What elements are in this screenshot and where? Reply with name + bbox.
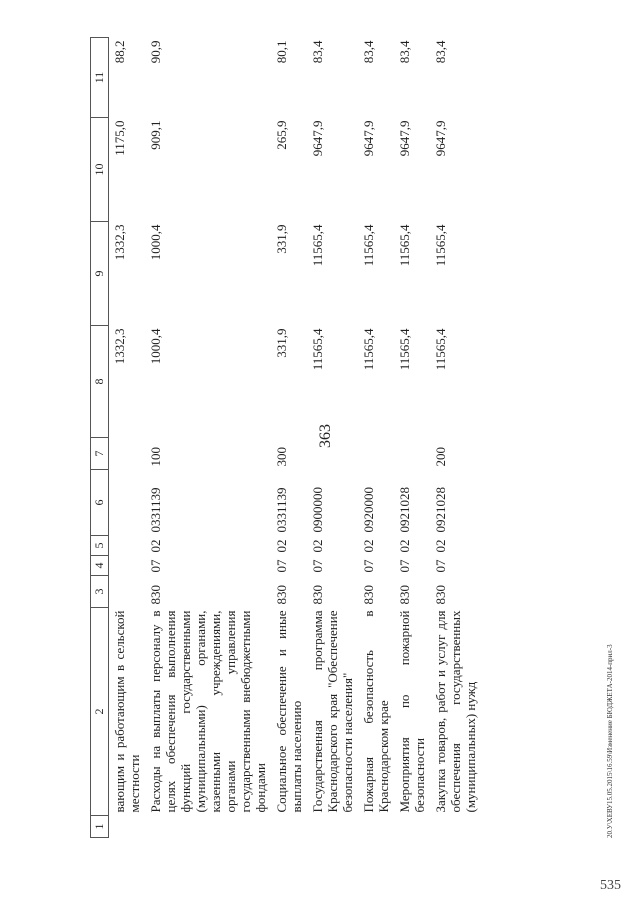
row-ved: 830 — [361, 585, 376, 605]
header-cell: 2 — [91, 608, 109, 816]
row-c9: 331,9 — [274, 224, 289, 254]
row-csr: 0920000 — [361, 487, 376, 533]
row-c11: 88,2 — [112, 40, 127, 64]
row-c9: 1000,4 — [148, 224, 163, 261]
page-number: 363 — [317, 424, 334, 448]
row-c11: 83,4 — [397, 40, 412, 64]
row-vr — [307, 438, 358, 470]
header-cell: 7 — [91, 438, 109, 470]
row-c10: 909,1 — [148, 120, 163, 150]
table-row — [430, 38, 481, 838]
row-c11: 83,4 — [361, 40, 376, 64]
header-cell: 3 — [91, 576, 109, 608]
row-name: Мероприятия по пожарной безопасности — [397, 610, 427, 813]
header-cell: 4 — [91, 556, 109, 576]
row-csr — [109, 470, 146, 536]
table-row — [145, 38, 271, 838]
row-c11: 90,9 — [148, 40, 163, 64]
row-c8: 1000,4 — [148, 328, 163, 365]
row-ved — [109, 576, 146, 608]
row-rz: 07 — [433, 559, 448, 573]
row-c10: 9647,9 — [310, 120, 325, 157]
row-c11: 83,4 — [433, 40, 448, 64]
row-name: Пожарная безопасность в Краснодарском крае — [361, 610, 391, 813]
row-csr: 0921028 — [397, 487, 412, 533]
row-rz: 07 — [397, 559, 412, 573]
header-cell: 11 — [91, 38, 109, 118]
row-pr: 02 — [433, 539, 448, 553]
row-name: Государственная программа Краснодарского края "Обеспечение безопасности населения" — [310, 610, 355, 813]
bottom-page-number: 535 — [600, 878, 621, 893]
header-cell: 8 — [91, 326, 109, 438]
row-c11: 83,4 — [310, 40, 325, 64]
row-vr: 200 — [433, 447, 448, 467]
table-row — [109, 38, 146, 838]
budget-table — [90, 37, 481, 838]
header-cell: 6 — [91, 470, 109, 536]
table-row — [394, 38, 430, 838]
row-c9: 1332,3 — [112, 224, 127, 261]
row-ved: 830 — [148, 585, 163, 605]
row-c9: 11565,4 — [361, 224, 376, 267]
table-header-row — [91, 38, 109, 838]
row-c10: 9647,9 — [397, 120, 412, 157]
header-cell: 1 — [91, 816, 109, 838]
row-name: Расходы на выплаты персоналу в целях обеспечения выполнения функций государственными (муниципальными) органами, казенными учреждениями, органами управления государственными внебюджетными фондами — [148, 610, 268, 813]
row-pr: 02 — [148, 539, 163, 553]
row-c10: 1175,0 — [112, 120, 127, 156]
row-rz: 07 — [274, 559, 289, 573]
row-c8: 11565,4 — [397, 328, 412, 371]
row-vr — [358, 438, 394, 470]
row-c8: 11565,4 — [361, 328, 376, 371]
row-rz: 07 — [148, 559, 163, 573]
row-csr: 0921028 — [433, 487, 448, 533]
row-c10: 9647,9 — [433, 120, 448, 157]
row-pr: 02 — [310, 539, 325, 553]
row-ved: 830 — [310, 585, 325, 605]
row-c9: 11565,4 — [397, 224, 412, 267]
row-c10: 265,9 — [274, 120, 289, 150]
table-row — [358, 38, 394, 838]
table-row — [271, 38, 307, 838]
row-vr: 300 — [274, 447, 289, 467]
footer-code: 20.У\ХЕВУ15.05.2015\16.59\Изменение БЮДЖЕТА-2014-прил-3 — [606, 644, 614, 838]
row-name: Закупка товаров, работ и услуг для обеспечения государственных (муниципальных) нужд — [433, 610, 478, 813]
row-vr — [394, 438, 430, 470]
row-csr: 0331139 — [274, 487, 289, 533]
row-rz — [109, 556, 146, 576]
row-c11: 80,1 — [274, 40, 289, 64]
row-name: вающим и работающим в сельской местности — [112, 610, 142, 813]
row-vr — [109, 438, 146, 470]
row-rz: 07 — [361, 559, 376, 573]
row-csr: 0900000 — [310, 487, 325, 533]
row-pr: 02 — [397, 539, 412, 553]
row-c9: 11565,4 — [433, 224, 448, 267]
row-ved: 830 — [274, 585, 289, 605]
row-rz: 07 — [310, 559, 325, 573]
row-vr: 100 — [148, 447, 163, 467]
row-pr: 02 — [274, 539, 289, 553]
row-c8: 331,9 — [274, 328, 289, 358]
row-ved: 830 — [397, 585, 412, 605]
row-c8: 1332,3 — [112, 328, 127, 365]
row-name: Социальное обеспечение и иные выплаты населению — [274, 610, 304, 813]
header-cell: 10 — [91, 118, 109, 222]
header-cell: 9 — [91, 222, 109, 326]
row-csr: 0331139 — [148, 487, 163, 533]
header-cell: 5 — [91, 536, 109, 556]
table-row — [307, 38, 358, 838]
row-c10: 9647,9 — [361, 120, 376, 157]
row-pr — [109, 536, 146, 556]
row-ved: 830 — [433, 585, 448, 605]
row-c8: 11565,4 — [433, 328, 448, 371]
row-c8: 11565,4 — [310, 328, 325, 371]
row-pr: 02 — [361, 539, 376, 553]
row-c9: 11565,4 — [310, 224, 325, 267]
